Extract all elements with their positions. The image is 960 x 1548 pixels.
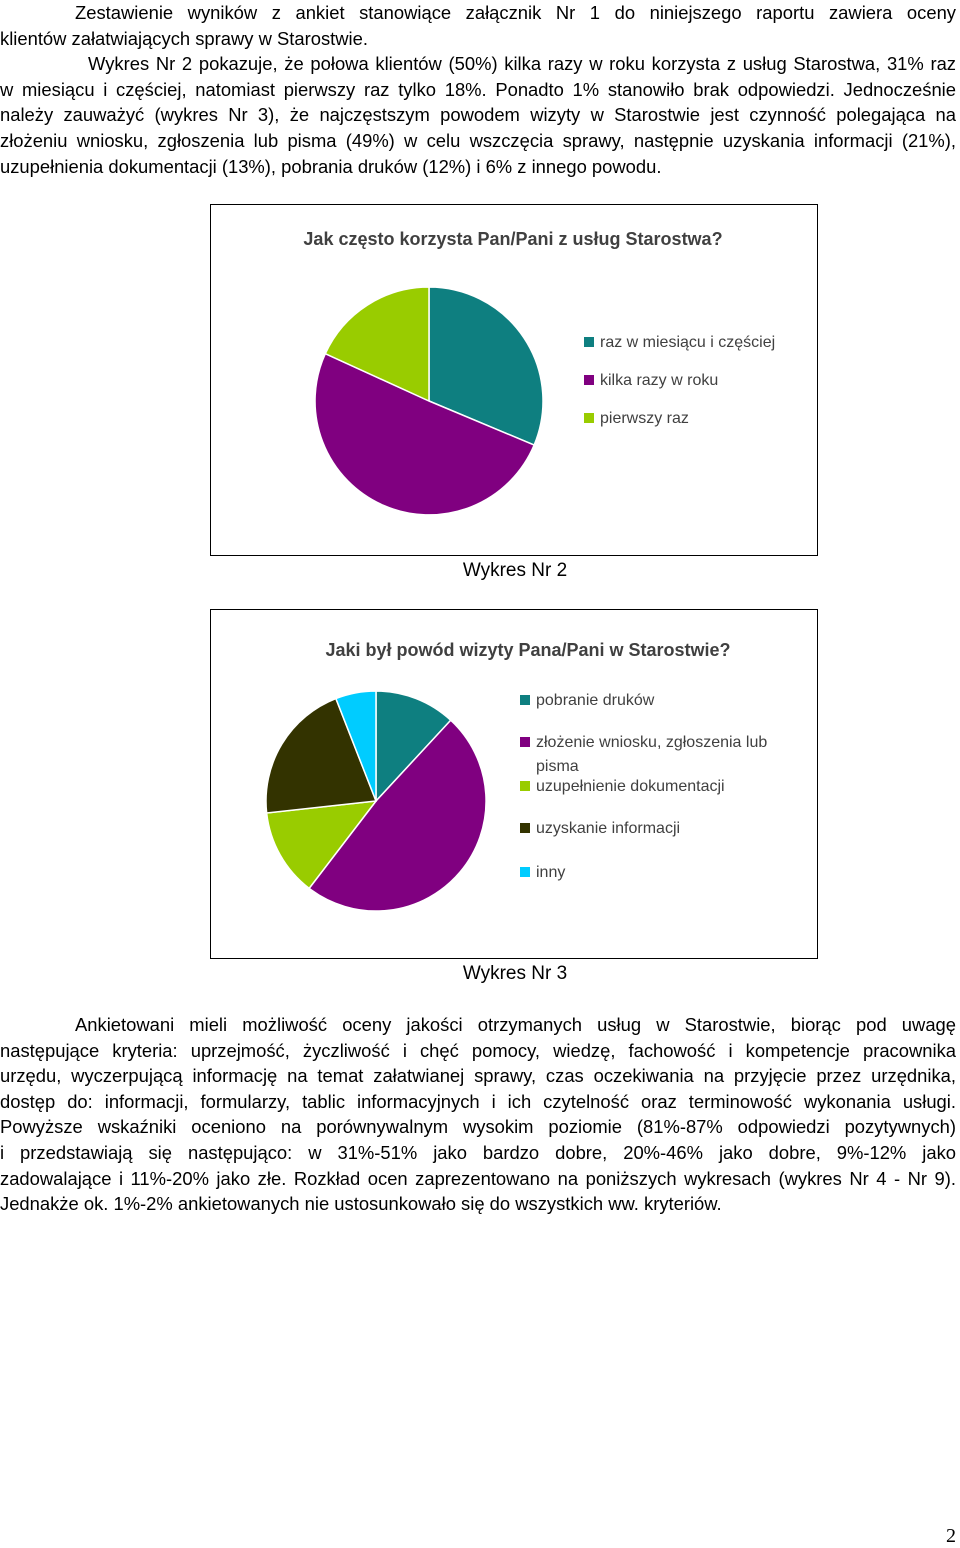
legend-swatch xyxy=(520,823,530,833)
chart-title: Jaki był powód wizyty Pana/Pani w Starostwie? xyxy=(325,640,731,660)
legend-label: pobranie druków xyxy=(536,692,655,709)
text-line: Ankietowani mieli możliwość oceny jakości otrzymanych usług w Starostwie, biorąc pod uwagę xyxy=(75,1014,956,1035)
chart-2-frame xyxy=(210,204,818,556)
text-line: Jednakże ok. 1%-2% ankietowanych nie ustosunkowało się do wszystkich ww. kryteriów. xyxy=(0,1193,722,1215)
text-line: w miesiącu i częściej, natomiast pierwszy raz tylko 18%. Ponadto 1% stanowiło brak odpowiedzi. Jednocześnie xyxy=(0,78,956,100)
legend-label: złożenie wniosku, zgłoszenia lub xyxy=(536,734,768,751)
legend-label: kilka razy w roku xyxy=(600,372,719,389)
text-line: złożeniu wniosku, zgłoszenia lub pisma (49%) w celu wszczęcia sprawy, następnie uzyskania informacji (21%), xyxy=(0,129,956,151)
legend-swatch xyxy=(520,781,530,791)
legend-swatch xyxy=(520,695,530,705)
text-line: Zestawienie wyników z ankiet stanowiące załącznik Nr 1 do niniejszego raportu zawiera oceny xyxy=(75,2,956,23)
text-line: i przedstawiają się następująco: w 31%-51% jako bardzo dobre, 20%-46% jako dobre, 9%-12% jako xyxy=(0,1141,956,1163)
text-line: urzędu, wyczerpującą informację na temat załatwianej sprawy, czas oczekiwania na przyjęcie przez urzędnika, xyxy=(0,1065,956,1087)
chart-2-pie xyxy=(211,205,817,555)
text-line: zadowalające i 11%-20% jako złe. Rozkład ocen zaprezentowano na poniższych wykresach (wykres Nr 4 - Nr 9). xyxy=(0,1167,956,1189)
legend-swatch xyxy=(520,737,530,747)
legend-label: pisma xyxy=(536,758,579,775)
legend-label: raz w miesiącu i częściej xyxy=(600,334,776,351)
intro-paragraph xyxy=(0,0,956,179)
chart-3-frame xyxy=(210,609,818,959)
legend-label: inny xyxy=(536,864,566,881)
text-line: klientów załatwiających sprawy w Starostwie. xyxy=(0,27,368,49)
text-line: uzupełnienia dokumentacji (13%), pobrania druków (12%) i 6% z innego powodu. xyxy=(0,155,662,177)
chart-title: Jak często korzysta Pan/Pani z usług Starostwa? xyxy=(303,229,723,249)
chart-3-caption: Wykres Nr 3 xyxy=(462,963,568,984)
legend-swatch xyxy=(584,413,594,423)
text-line: dostęp do: informacji, formularzy, tablic informacyjnych i ich czytelność oraz terminowość wykonania usługi. xyxy=(0,1090,956,1112)
chart-3-pie xyxy=(211,610,817,958)
text-line: Powyższe wskaźniki oceniono na porównywalnym wysokim poziomie (81%-87% odpowiedzi pozytywnych) xyxy=(0,1116,956,1138)
legend-swatch xyxy=(584,375,594,385)
text-line: Wykres Nr 2 pokazuje, że połowa klientów (50%) kilka razy w roku korzysta z usług Starostwa, 31% raz xyxy=(88,53,956,75)
text-line: należy zauważyć (wykres Nr 3), że najczęstszym powodem wizyty w Starostwie jest czynność polegająca na xyxy=(0,104,956,126)
legend-label: pierwszy raz xyxy=(600,410,689,427)
text-line: następujące kryteria: uprzejmość, życzliwość i chęć pomocy, wiedzę, fachowość i kompetencje pracownika xyxy=(0,1039,956,1061)
legend-label: uzyskanie informacji xyxy=(536,820,681,837)
ratings-paragraph xyxy=(0,1012,956,1217)
legend-swatch xyxy=(584,337,594,347)
chart-2-caption: Wykres Nr 2 xyxy=(462,560,568,581)
legend-swatch xyxy=(520,867,530,877)
page-number: 2 xyxy=(946,1525,956,1547)
legend-label: uzupełnienie dokumentacji xyxy=(536,778,725,795)
